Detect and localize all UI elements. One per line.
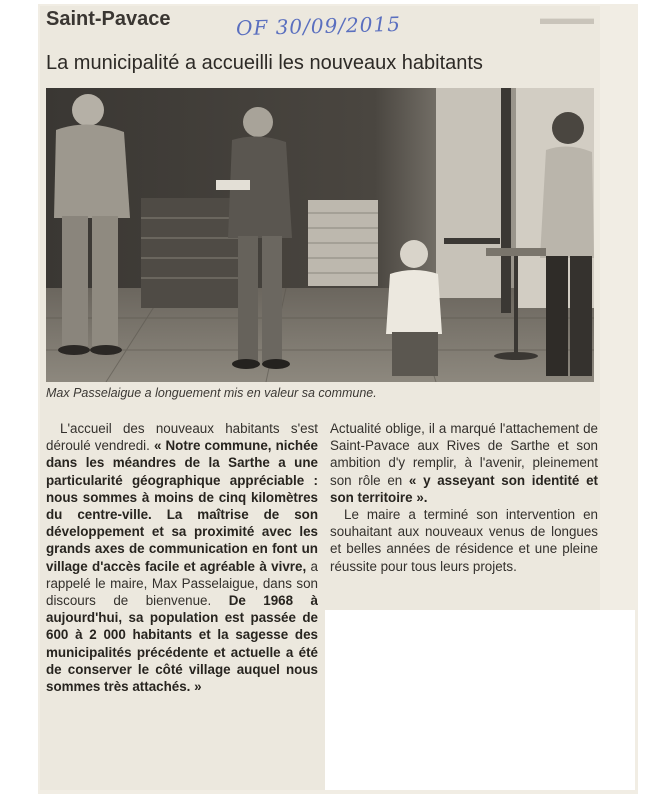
article-column-left [46, 420, 318, 695]
handwritten-date: OF 30/09/2015 [235, 11, 402, 41]
article-headline: La municipalité a accueilli les nouveaux habitants [46, 52, 483, 74]
photo-caption: Max Passelaigue a longuement mis en valeur sa commune. [46, 386, 377, 400]
article-photo [46, 88, 594, 382]
article-column-right [330, 420, 598, 575]
section-title: Saint-Pavace [46, 8, 171, 30]
adjacent-article-header: ▬▬▬ [540, 8, 594, 28]
paragraph-2: Actualité oblige, il a marqué l'attachement de Saint-Pavace aux Rives de Sarthe et son ambition d'y remplir, à l'avenir, pleinement son rôle en « y asseyant son identité et son territoire ». [330, 421, 598, 505]
paragraph-1: L'accueil des nouveaux habitants s'est déroulé vendredi. « Notre commune, nichée dans les méandres de la Sarthe a une particularité géographique appréciable : nous sommes à moins de cinq kilomètres du centre-ville. La maîtrise de son développement et sa proximité avec les grands axes de communication en font un village d'accès facile et agréable à vivre, a rappelé le maire, Max Passelaigue, dans son discours de bienvenue. De 1968 à aujourd'hui, sa population est passée de 600 à 2 000 habitants et la sagesse des municipalités précédente et actuelle a été de conserver le côté village auquel nous sommes très attachés. » [46, 421, 318, 695]
paragraph-3: Le maire a terminé son intervention en souhaitant aux nouveaux venus de longues et belles années de résidence et une pleine réussite pour tous leurs projets. [330, 507, 598, 574]
blank-area [325, 610, 635, 790]
